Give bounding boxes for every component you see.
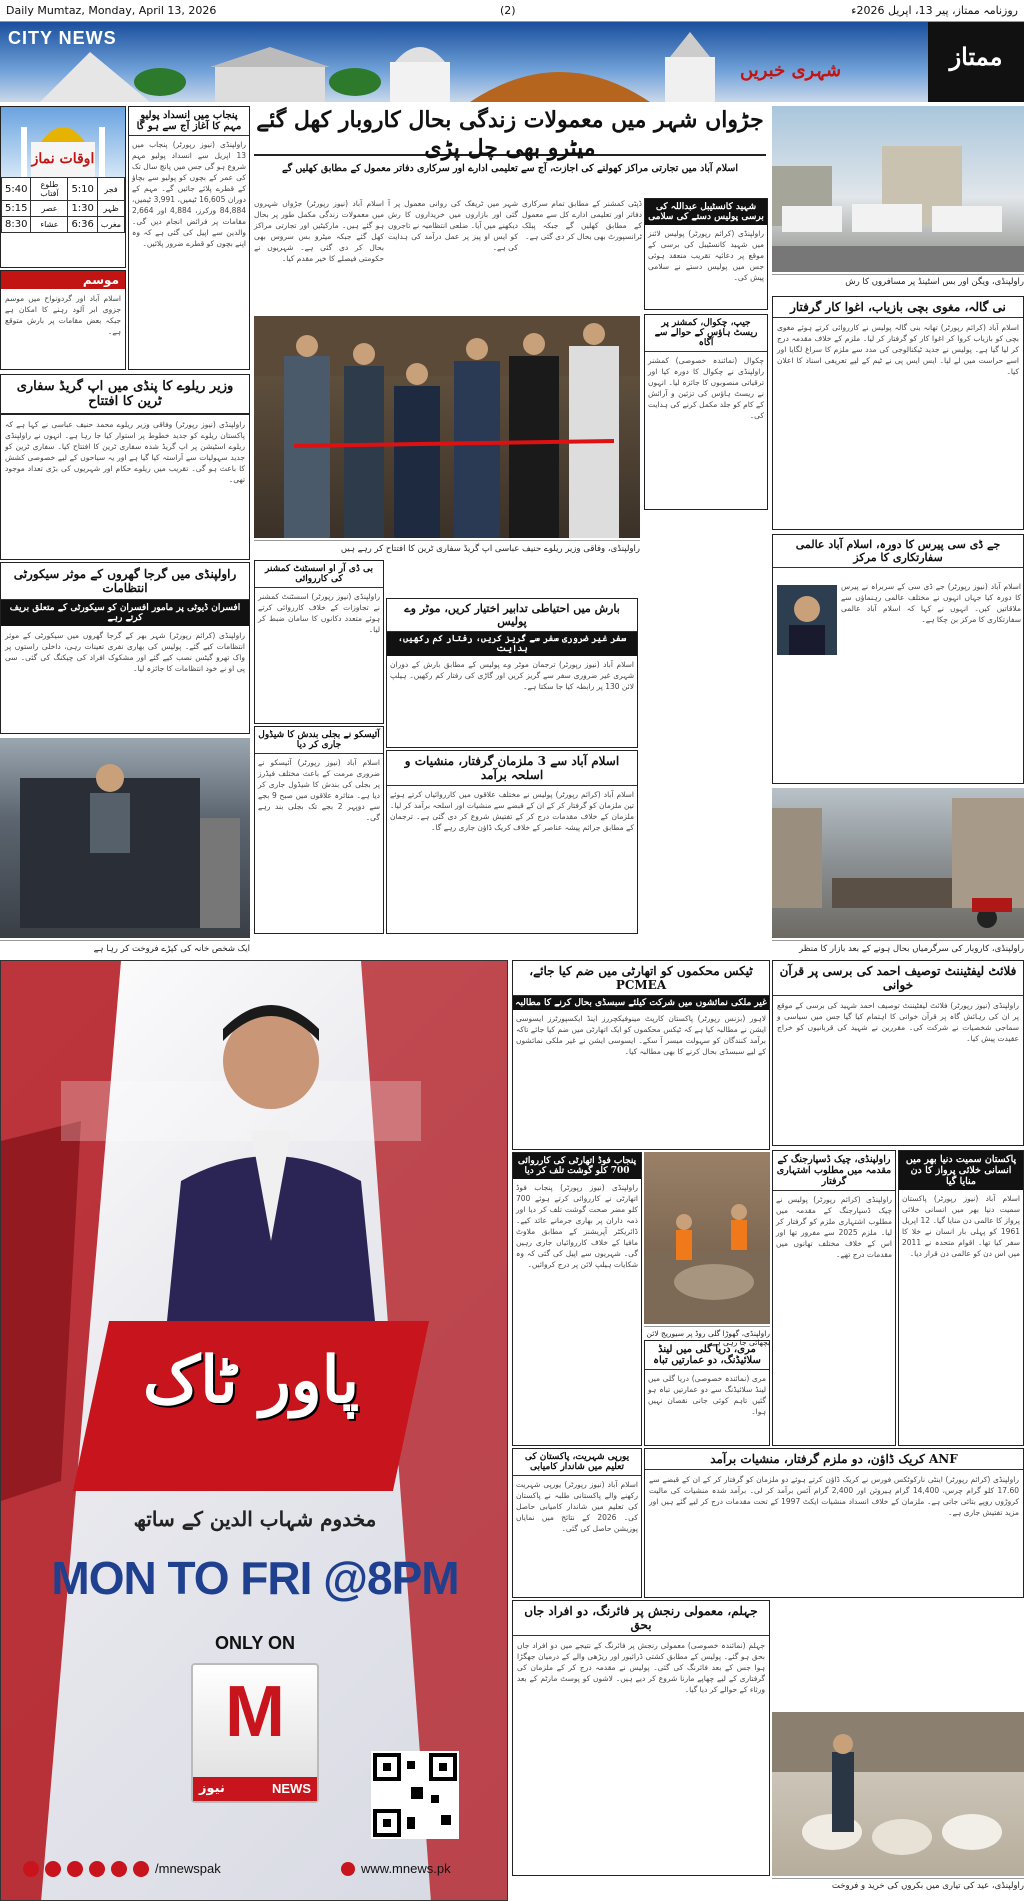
anf-story: ANF کریک ڈاؤن، دو ملزم گرفتار، منشیات برآمد راولپنڈی (کرائم رپورٹر) اینٹی نارکوٹکس فورس نے کریک ڈاؤن کرتے ہوئے دو ملزمان کو گرفتار کر کے ان کے قبضے سے 17.60 کلو گرام چرس، 14,400 گرام ہیروئن اور 2,400 گرام آئس برآمد کر لی۔ برآمد شدہ منشیات کی مالیت کروڑوں روپے بتائی جاتی ہے۔ ملزمان کے خلاف انسداد منشیات ایکٹ 1997 کے تحت مقدمات درج کر لیے گئے ہیں اور مزید تفتیش جاری ہے۔ — [644, 1448, 1024, 1598]
bus-stand-photo — [772, 106, 1024, 272]
prayer-times-table — [1, 177, 125, 233]
story-subhead: افسران ڈیوٹی پر مامور افسران کو سیکورٹی کے متعلق بریف کرتے رہے — [1, 600, 249, 626]
story-headline: بی ڈی آر او اسسٹنٹ کمشنر کی کارروائی — [255, 561, 383, 588]
story-subhead: غیر ملکی نمائشوں میں شرکت کیلئے سبسڈی بحال کرنے کا مطالبہ — [513, 996, 769, 1010]
prayer-label: عشاء — [31, 217, 68, 233]
prayer-times-box — [0, 106, 126, 268]
church-security-story: راولپنڈی میں گرجا گھروں کے موثر سیکورٹی انتظامات افسران ڈیوٹی پر مامور افسران کو سیکورٹی کے متعلق بریف کرتے رہے راولپنڈی (کرائم رپورٹر) شہر بھر کے گرجا گھروں میں سیکورٹی کے موثر انتظامات کیے گئے۔ پولیس کی بھاری نفری تعینات رہی، داخلی راستوں پر واک تھرو گیٹس نصب کیے گئے اور مشکوک افراد کی چیکنگ کی گئی۔ سی پی او نے خود انتظامات کا جائزہ لیا۔ — [0, 562, 250, 734]
portrait-photo — [777, 585, 837, 655]
portrait-illustration — [777, 585, 837, 655]
dateline-bar — [0, 0, 1024, 22]
prayer-label: طلوع آفتاب — [31, 178, 68, 201]
lead-text-col-2: شہر میں ٹریفک کی روانی معمول پر آ گئی اور بازاروں میں خریداروں کا رش دیکھنے میں آیا۔ ضلعی انتظامیہ نے تاجروں کو ایس او پیز پر عمل درآمد کی ہدایت کی ہے۔ — [388, 199, 518, 252]
story-headline: پنجاب فوڈ اتھارٹی کی کارروائی 700 کلو گوشت تلف کر دیا — [513, 1153, 641, 1179]
weather-title: موسم — [1, 271, 125, 289]
story-headline: بارش میں احتیاطی تدابیر اختیار کریں، موٹر وے پولیس — [387, 599, 637, 632]
pcmea-story: ٹیکس محکموں کو اتھارٹی میں ضم کیا جائے، PCMEA غیر ملکی نمائشوں میں شرکت کیلئے سبسڈی بحال کرنے کا مطالبہ لاہور (بزنس رپورٹر) پاکستان کارپٹ مینوفیکچررز اینڈ ایکسپورٹرز ایسوسی ایشن نے مطالبہ کیا ہے کہ ٹیکس محکموں کو ایک اتھارٹی میں ضم کیا جائے تاکہ برآمد کنندگان کو سہولت میسر آ سکے۔ ایسوسی ایشن نے غیر ملکی نمائشوں کے لیے سبسڈی بحال کرنے کا بھی مطالبہ کیا۔ — [512, 960, 770, 1150]
prayer-time: 5:15 — [2, 201, 31, 217]
vendor-photo-caption: ایک شخص خانہ کی کپڑے فروخت کر رہا ہے — [0, 940, 250, 954]
prayer-row — [2, 217, 125, 233]
only-on-label: ONLY ON — [214, 1633, 296, 1653]
mosque-illustration — [1, 107, 125, 177]
story-headline: نی گالہ، مغوی بچی بازیاب، اغوا کار گرفتار — [773, 297, 1023, 318]
story-headline: ANF کریک ڈاؤن، دو ملزم گرفتار، منشیات برآمد — [645, 1449, 1023, 1470]
social-handle[interactable]: /mnewspak — [155, 1861, 221, 1876]
jhelum-story: جہلم، معمولی رنجش پر فائرنگ، دو افراد جاں بحق جہلم (نمائندہ خصوصی) معمولی رنجش پر فائرنگ کے نتیجے میں دو افراد جاں بحق ہو گئے۔ پولیس کے مطابق کشتی ڈرائیور اور ریڑھی والے کے درمیان جھگڑا ہوا جس کے بعد فائرنگ کی گئی۔ پولیس نے مقدمہ درج کر کے ملزمان کی گرفتاری کے لیے چھاپے مارنا شروع کر دیے ہیں۔ لاشوں کو پوسٹ مارٹم کے بعد ورثاء کے حوالے کر دیا گیا۔ — [512, 1600, 770, 1876]
livestock-illustration — [772, 1712, 1024, 1876]
cheque-story: راولپنڈی، چیک ڈسپارجنگ کے مقدمہ میں مطلوب اشتہاری گرفتار راولپنڈی (کرائم رپورٹر) پولیس نے چیک ڈسپارجنگ کے مقدمہ میں مطلوب اشتہاری ملزم کو گرفتار کر لیا۔ ملزم 2025 سے مفرور تھا اور اس کے خلاف مختلف تھانوں میں مقدمات درج تھے۔ — [772, 1150, 896, 1446]
motorway-story: بارش میں احتیاطی تدابیر اختیار کریں، موٹر وے پولیس سفر غیر ضروری سفر سے گریز کریں، رفتار کم رکھیں، ہدایت اسلام آباد (نیوز رپورٹر) ترجمان موٹر وے پولیس کے مطابق بارش کے دوران شہری غیر ضروری سفر سے گریز کریں اور گاڑی کی رفتار کم رکھیں۔ ہیلپ لائن 130 پر رابطہ کیا جا سکتا ہے۔ — [386, 598, 638, 748]
story-headline: شہید کانسٹیبل عبداللہ کی برسی پولیس دستے کی سلامی — [645, 199, 767, 225]
story-headline: جہلم، معمولی رنجش پر فائرنگ، دو افراد جاں بحق — [513, 1601, 769, 1636]
qr-code — [371, 1751, 459, 1839]
prayer-label: مغرب — [97, 217, 124, 233]
skyline-illustration — [0, 22, 1024, 102]
story-headline: ٹیکس محکموں کو اتھارٹی میں ضم کیا جائے، PCMEA — [513, 961, 769, 996]
channel-logo-letter: M — [225, 1672, 285, 1752]
market-photo — [772, 788, 1024, 938]
channel-logo — [191, 1663, 319, 1803]
youtube-icon[interactable] — [23, 1861, 39, 1877]
tiktok-icon[interactable] — [133, 1861, 149, 1877]
market-illustration — [772, 788, 1024, 938]
lead-text-col-3: ڈپٹی کمشنر کے مطابق تمام سرکاری دفاتر اور تعلیمی ادارے کل سے معمول کے مطابق کھلیں گے جبکہ پبلک ٹرانسپورٹ بھی بحال کر دی گئی ہے۔ — [522, 199, 642, 241]
space-day-story: پاکستان سمیت دنیا بھر میں انسانی خلائی پرواز کا دن منایا گیا اسلام آباد (نیوز رپورٹر) پاکستان سمیت دنیا بھر میں انسانی خلائی پرواز کا عالمی دن منایا گیا۔ 12 اپریل 1961 کو پہلی بار انسان نے خلا کا سفر کیا تھا۔ اقوام متحدہ نے 2011 میں اس دن کو عالمی دن قرار دیا۔ — [898, 1150, 1024, 1446]
polio-story: پنجاب میں انسداد پولیو مہم کا آغاز آج سے ہو گا راولپنڈی (نیوز رپورٹر) پنجاب میں 13 اپریل سے انسداد پولیو مہم شروع ہو گی جس میں پانچ سال تک کی عمر کے بچوں کو پولیو سے بچاؤ کے قطرے پلائے جائیں گے۔ مہم کے دوران 16,605 ٹیمیں، 3,991 ٹیمیں، 84,884 ورکرز، 4,884 اور 2,664 مقامات پر فرائض انجام دیں گی۔ والدین سے اپیل کی گئی ہے کہ وہ اپنے بچوں کو قطرے ضرور پلائیں۔ — [128, 106, 250, 370]
newspaper-logo: ممتاز — [928, 22, 1024, 102]
prayer-label: ظہر — [97, 201, 124, 217]
story-headline: راولپنڈی، چیک ڈسپارجنگ کے مقدمہ میں مطلوب اشتہاری گرفتار — [773, 1151, 895, 1191]
street-vendor-photo — [0, 738, 250, 938]
channel-name: NEWS — [272, 1781, 311, 1796]
murree-story: مری، دریا گلی میں لینڈ سلائیڈنگ، دو عمارتیں تباہ مری (نمائندہ خصوصی) دریا گلی میں لینڈ سلائیڈنگ سے دو عمارتیں تباہ ہو گئیں تاہم کوئی جانی نقصان نہیں ہوا۔ — [644, 1340, 770, 1446]
food-authority-story: پنجاب فوڈ اتھارٹی کی کارروائی 700 کلو گوشت تلف کر دیا راولپنڈی (نیوز رپورٹر) پنجاب فوڈ اتھارٹی نے کارروائی کرتے ہوئے 700 کلو مضر صحت گوشت تلف کر دیا اور ذمہ داران پر بھاری جرمانے عائد کیے۔ ڈائریکٹر آپریشنز کے مطابق ملاوٹ مافیا کے خلاف کارروائیاں جاری رہیں گی۔ شہریوں سے اپیل کی گئی کہ وہ شکایات ہیلپ لائن پر درج کروائیں۔ — [512, 1152, 642, 1446]
story-headline: وزیر ریلوے کا پنڈی میں اپ گریڈ سفاری ٹرین کا افتتاح — [1, 375, 249, 415]
prayer-label: عصر — [31, 201, 68, 217]
qr-code-icon — [371, 1751, 459, 1839]
jdc-story: جے ڈی سی پیرس کا دورہ، اسلام آباد عالمی سفارتکاری کا مرکز اسلام آباد (نیوز رپورٹر) جے ڈی سی کے سربراہ نے پیرس کا دورہ کیا جہاں انہوں نے مختلف عالمی رہنماؤں سے ملاقاتیں کیں۔ انہوں نے کہا کہ اسلام آباد عالمی سفارتکاری کا مرکز بن چکا ہے۔ — [772, 534, 1024, 784]
channel-name-urdu: نیوز — [199, 1781, 225, 1796]
lead-subhead: اسلام آباد میں تجارتی مراکز کھولنے کی اجازت، آج سے تعلیمی ادارے اور سرکاری دفاتر معمول کے مطابق کھلیں گے — [282, 163, 738, 174]
globe-icon — [341, 1862, 355, 1876]
vendor-photo-illustration — [0, 738, 250, 938]
page-number: (2) — [500, 4, 516, 17]
dateline-urdu: روزنامہ ممتاز، پیر 13، اپریل 2026ء — [851, 4, 1018, 17]
ribbon-cutting-illustration — [254, 316, 640, 538]
arrests-story: اسلام آباد سے 3 ملزمان گرفتار، منشیات و اسلحہ برآمد اسلام آباد (کرائم رپورٹر) پولیس نے مختلف علاقوں میں کارروائیاں کرتے ہوئے تین ملزمان کو گرفتار کر کے ان کے قبضے سے منشیات اور اسلحہ برآمد کر لیا۔ ملزمان کے خلاف مقدمات درج کر کے تفتیش شروع کر دی گئی ہے۔ ترجمان کے مطابق جرائم پیشہ عناصر کے خلاف کریک ڈاؤن جاری رہے گا۔ — [386, 750, 638, 934]
linkedin-icon[interactable] — [111, 1861, 127, 1877]
section-title: CITY NEWS — [8, 28, 117, 48]
market-caption: راولپنڈی، کاروبار کی سرگرمیاں بحال ہونے کے بعد بازار کا منظر — [772, 940, 1024, 954]
show-schedule: MON TO FRI @8PM — [51, 1552, 459, 1604]
story-headline: جیپ، چکوال، کمشنر پر ریسٹ ہاؤس کے حوالے سے آگاہ — [645, 315, 767, 352]
masthead — [0, 22, 1024, 102]
story-headline: راولپنڈی میں گرجا گھروں کے موثر سیکورٹی انتظامات — [1, 563, 249, 600]
lead-headline-box — [254, 106, 766, 161]
power-talk-advert — [0, 960, 508, 1901]
flight-lt-story: فلائٹ لیفٹیننٹ توصیف احمد کی برسی پر قرآن خوانی راولپنڈی (نیوز رپورٹر) فلائٹ لیفٹیننٹ توصیف احمد شہید کی برسی کے موقع پر ان کی رہائش گاہ پر قرآن خوانی کا اہتمام کیا گیا جس میں سیاسی و سماجی شخصیات نے شرکت کی۔ مقررین نے شہید کی قربانیوں کو خراج عقیدت پیش کیا۔ — [772, 960, 1024, 1146]
prayer-time: 5:40 — [2, 178, 31, 201]
europe-story: یورپی شہریت، پاکستان کی تعلیم میں شاندار کامیابی اسلام آباد (نیوز رپورٹر) یورپی شہریت رکھنے والے پاکستانی طلبہ نے پاکستان کی تعلیم میں شاندار کامیابی حاصل کی۔ 2026 کے نتائج میں نمایاں پوزیشن حاصل کی گئی۔ — [512, 1448, 642, 1598]
sewerage-caption: راولپنڈی، گھوڑا گلی روڈ پر سیوریج لائن بچھائی جا رہی ہے — [644, 1326, 770, 1347]
sewerage-photo — [644, 1152, 770, 1324]
lead-photo — [254, 316, 640, 538]
prayer-time: 5:10 — [68, 178, 97, 201]
social-icons — [23, 1861, 221, 1877]
bus-stand-illustration — [772, 106, 1024, 272]
lead-text-col-1: اسلام آباد (نیوز رپورٹر) جڑواں شہروں میں معمولات زندگی مکمل طور پر بحال ہو گئے ہیں۔ مارکیٹیں اور تجارتی مراکز کھل گئے جبکہ میٹرو بس سروس بھی بحال کر دی گئی ہے۔ شہریوں نے حکومتی فیصلے کا خیر مقدم کیا۔ — [254, 199, 384, 263]
section-title-urdu: شہری خبریں — [740, 60, 842, 81]
story-headline: آئیسکو نے بجلی بندش کا شیڈول جاری کر دیا — [255, 727, 383, 754]
railway-story: وزیر ریلوے کا پنڈی میں اپ گریڈ سفاری ٹرین کا افتتاح راولپنڈی (نیوز رپورٹر) وفاقی وزیر ریلوے محمد حنیف عباسی نے کہا ہے کہ پاکستان ریلوے کو جدید خطوط پر استوار کیا جا رہا ہے۔ انہوں نے راولپنڈی ریلوے اسٹیشن پر اپ گریڈ شدہ سفاری ٹرین کا افتتاح کیا۔ سفاری ٹرین کو جدید سہولیات سے آراستہ کیا گیا ہے اور یہ سیاحوں کے لیے خصوصی کشش کا باعث ہو گی۔ تقریب میں ریلوے حکام اور شہریوں کی بڑی تعداد موجود تھی۔ — [0, 374, 250, 560]
story-headline: پاکستان سمیت دنیا بھر میں انسانی خلائی پرواز کا دن منایا گیا — [899, 1151, 1023, 1190]
chakwal-story: جیپ، چکوال، کمشنر پر ریسٹ ہاؤس کے حوالے سے آگاہ چکوال (نمائندہ خصوصی) کمشنر راولپنڈی نے چکوال کا دورہ کیا اور ترقیاتی منصوبوں کا جائزہ لیا۔ انہوں نے ریسٹ ہاؤس کی تزئین و آرائش کے کام کو جلد مکمل کرنے کی ہدایت کی۔ — [644, 314, 768, 510]
story-headline: اسلام آباد سے 3 ملزمان گرفتار، منشیات و اسلحہ برآمد — [387, 751, 637, 786]
kidnap-story: نی گالہ، مغوی بچی بازیاب، اغوا کار گرفتار اسلام آباد (کرائم رپورٹر) تھانہ بنی گالہ پولیس نے کارروائی کرتے ہوئے مغوی بچی کو بازیاب کروا کر اغوا کار کو گرفتار کر لیا۔ ملزم کے خلاف مقدمہ درج کر لیا گیا ہے۔ پولیس نے جدید ٹیکنالوجی کی مدد سے ملزم کا سراغ لگایا اور اسے حراست میں لے لیا۔ ایس ایس پی نے ٹیم کے لیے تعریفی اسناد کا اعلان کیا۔ — [772, 296, 1024, 530]
channel-logo-band — [193, 1777, 317, 1801]
story-subhead: سفر غیر ضروری سفر سے گریز کریں، رفتار کم رکھیں، ہدایت — [387, 632, 637, 656]
story-headline: جے ڈی سی پیرس کا دورہ، اسلام آباد عالمی سفارتکاری کا مرکز — [773, 535, 1023, 568]
website-link[interactable]: www.mnews.pk — [361, 1861, 451, 1876]
iesco-story: آئیسکو نے بجلی بندش کا شیڈول جاری کر دیا اسلام آباد (نیوز رپورٹر) آئیسکو نے ضروری مرمت کے باعث مختلف فیڈرز پر بجلی کی بندش کا شیڈول جاری کر دیا ہے۔ متاثرہ علاقوں میں صبح 9 بجے سے دوپہر 2 بجے تک بجلی بند رہے گی۔ — [254, 726, 384, 934]
livestock-photo — [772, 1712, 1024, 1876]
prayer-row — [2, 201, 125, 217]
prayer-row — [2, 178, 125, 201]
prayer-time: 1:30 — [68, 201, 97, 217]
cdr-story: بی ڈی آر او اسسٹنٹ کمشنر کی کارروائی راولپنڈی (نیوز رپورٹر) اسسٹنٹ کمشنر نے تجاوزات کے خلاف کارروائی کرتے ہوئے متعدد دکانوں کا سامان ضبط کر لیا۔ — [254, 560, 384, 724]
bus-stand-caption: راولپنڈی، ویگن اور بس اسٹینڈ پر مسافروں کا رش — [772, 274, 1024, 287]
lead-photo-caption: راولپنڈی، وفاقی وزیر ریلوے حنیف عباسی اپ گریڈ سفاری ٹرین کا افتتاح کر رہے ہیں — [254, 540, 640, 554]
instagram-icon[interactable] — [67, 1861, 83, 1877]
prayer-time: 8:30 — [2, 217, 31, 233]
story-headline: مری، دریا گلی میں لینڈ سلائیڈنگ، دو عمارتیں تباہ — [645, 1341, 769, 1370]
lead-headline: جڑواں شہر میں معمولات زندگی بحال کاروبار کھل گئے میٹرو بھی چل پڑی — [256, 107, 764, 161]
story-headline: یورپی شہریت، پاکستان کی تعلیم میں شاندار کامیابی — [513, 1449, 641, 1476]
livestock-caption: راولپنڈی، عید کی تیاری میں بکروں کی خرید و فروخت — [772, 1878, 1024, 1891]
story-headline: فلائٹ لیفٹیننٹ توصیف احمد کی برسی پر قرآن خوانی — [773, 961, 1023, 996]
martyr-constable-story: شہید کانسٹیبل عبداللہ کی برسی پولیس دستے کی سلامی راولپنڈی (کرائم رپورٹر) پولیس لائنز میں شہید کانسٹیبل کی برسی کے موقع پر دعائیہ تقریب منعقد ہوئی جس میں پولیس دستے نے سلامی پیش کی۔ — [644, 198, 768, 310]
weather-box: موسم اسلام آباد اور گردونواح میں موسم جزوی ابر آلود رہنے کا امکان ہے جبکہ بعض مقامات پر بارش متوقع ہے۔ — [0, 270, 126, 370]
prayer-label: فجر — [97, 178, 124, 201]
website-block — [341, 1861, 451, 1876]
story-headline: پنجاب میں انسداد پولیو مہم کا آغاز آج سے ہو گا — [129, 107, 249, 136]
facebook-icon[interactable] — [89, 1861, 105, 1877]
prayer-time: 6:36 — [68, 217, 97, 233]
x-icon[interactable] — [45, 1861, 61, 1877]
dateline-english: Daily Mumtaz, Monday, April 13, 2026 — [6, 4, 217, 17]
prayer-times-title: اوقات نماز — [31, 151, 95, 167]
show-host: مخدوم شہاب الدین کے ساتھ — [133, 1507, 377, 1531]
show-title: پاور ٹاک — [143, 1343, 359, 1418]
sewerage-illustration — [644, 1152, 770, 1324]
